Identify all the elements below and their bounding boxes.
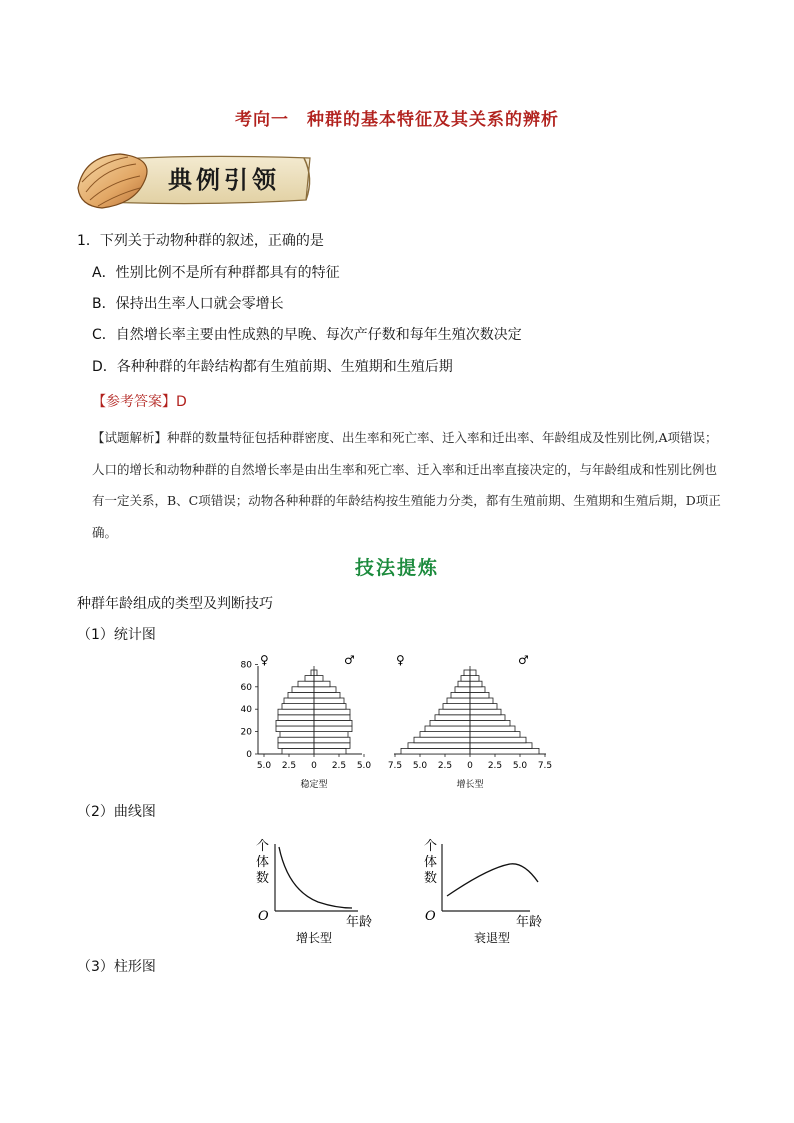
growing-female-bar <box>414 737 470 743</box>
growing-female-bar <box>458 681 470 687</box>
growing-x-tick-label: 5.0 <box>512 761 528 771</box>
banner-graphic <box>74 148 316 214</box>
growing-male-bar <box>470 737 526 743</box>
stable-male-bar <box>314 687 336 693</box>
growing-female-bar <box>420 732 470 738</box>
growing-x-tick-label: 0 <box>467 761 473 771</box>
growing-female-bar <box>461 676 470 682</box>
y-label-char-1: 个 <box>256 839 270 854</box>
left-caption: 增长型 <box>295 931 333 945</box>
question-stem: 1．下列关于动物种群的叙述，正确的是 <box>77 233 324 249</box>
subsection-bar-chart: （3）柱形图 <box>77 959 156 975</box>
stable-pyramid <box>241 653 372 790</box>
humped-curve <box>447 864 538 896</box>
option-d: D．各种种群的年龄结构都有生殖前期、生殖期和生殖后期 <box>92 359 453 375</box>
option-c: C．自然增长率主要由性成熟的早晚、每次产仔数和每年生殖次数决定 <box>92 327 522 343</box>
stable-male-bar <box>314 743 350 749</box>
growing-male-bar <box>470 720 510 726</box>
female-symbol: ♀ <box>260 653 269 667</box>
growing-female-bar <box>425 726 470 732</box>
stable-female-bar <box>288 692 314 698</box>
y-label-char-1b: 个 <box>424 839 438 854</box>
technique-heading: 技法提炼 <box>354 557 439 579</box>
y-label-char-3b: 数 <box>424 871 438 886</box>
female-symbol-2: ♀ <box>396 653 405 667</box>
male-symbol: ♂ <box>344 653 355 667</box>
growing-pyramid <box>388 653 552 790</box>
page-title: 考向一 种群的基本特征及其关系的辨析 <box>235 110 559 130</box>
stable-y-tick-label: 20 <box>240 727 252 738</box>
growing-x-tick-label: 5.0 <box>412 761 428 771</box>
growing-male-bar <box>470 748 539 754</box>
growing-female-bar <box>455 687 470 693</box>
stable-y-tick-label: 80 <box>240 660 252 671</box>
male-symbol-2: ♂ <box>518 653 529 667</box>
stable-female-bar <box>284 698 314 704</box>
stable-female-bar <box>282 748 314 754</box>
stable-male-bar <box>314 676 323 682</box>
stable-male-bar <box>314 704 346 710</box>
y-label-char-2: 体 <box>256 855 270 870</box>
answer-value: D <box>176 394 187 410</box>
banner-text: 典例引领 <box>168 165 280 194</box>
stable-female-bar <box>278 737 314 743</box>
stable-x-tick-label: 5.0 <box>356 761 372 771</box>
growing-x-tick-label: 2.5 <box>437 761 453 771</box>
growing-x-tick-label: 7.5 <box>537 761 553 771</box>
stable-y-tick-label: 60 <box>240 682 252 693</box>
option-a: A．性别比例不是所有种群都具有的特征 <box>92 265 340 281</box>
growing-female-bar <box>443 704 470 710</box>
growing-x-tick-label: 2.5 <box>487 761 503 771</box>
stable-male-bar <box>314 715 350 721</box>
stable-female-bar <box>278 743 314 749</box>
option-b: B．保持出生率人口就会零增长 <box>92 296 284 312</box>
curve-chart-growing <box>256 839 372 945</box>
stable-male-bar <box>314 732 348 738</box>
stable-female-bar <box>311 670 314 676</box>
growing-male-bar <box>470 743 532 749</box>
y-label-char-2b: 体 <box>424 855 438 870</box>
stable-female-bar <box>305 676 314 682</box>
age-pyramid-figure <box>228 650 568 795</box>
x-label: 年龄 <box>346 915 373 930</box>
stable-x-tick-label: 2.5 <box>281 761 297 771</box>
growing-female-bar <box>439 709 470 715</box>
origin-label-2: O <box>425 909 436 924</box>
stable-y-tick-label: 0 <box>246 750 252 760</box>
analysis-paragraph <box>92 422 722 548</box>
stable-male-bar <box>314 681 330 687</box>
growing-male-bar <box>470 681 482 687</box>
stable-x-tick-label: 2.5 <box>331 761 347 771</box>
stable-female-bar <box>280 732 314 738</box>
growing-female-bar <box>435 715 470 721</box>
growing-male-bar <box>470 676 479 682</box>
right-caption: 衰退型 <box>473 931 511 945</box>
technique-intro: 种群年龄组成的类型及判断技巧 <box>77 596 273 612</box>
growing-male-bar <box>470 726 515 732</box>
x-label-2: 年龄 <box>516 915 543 930</box>
growing-caption: 增长型 <box>456 780 484 790</box>
subsection-stat-chart: （1）统计图 <box>77 627 156 643</box>
growing-male-bar <box>470 732 520 738</box>
stable-male-bar <box>314 692 340 698</box>
stable-male-bar <box>314 726 352 732</box>
stable-female-bar <box>278 709 314 715</box>
growing-female-bar <box>464 670 470 676</box>
growing-male-bar <box>470 709 501 715</box>
growing-male-bar <box>470 670 476 676</box>
stable-male-bar <box>314 737 350 743</box>
growing-female-bar <box>401 748 470 754</box>
stable-female-bar <box>278 715 314 721</box>
stable-female-bar <box>292 687 314 693</box>
answer-line <box>92 391 187 411</box>
growing-female-bar <box>430 720 470 726</box>
growing-male-bar <box>470 715 505 721</box>
stable-female-bar <box>276 726 314 732</box>
stable-caption: 稳定型 <box>300 780 328 790</box>
stable-male-bar <box>314 698 344 704</box>
stable-female-bar <box>276 720 314 726</box>
subsection-curve-chart: （2）曲线图 <box>77 804 156 820</box>
stable-male-bar <box>314 720 352 726</box>
curve-chart-declining <box>424 839 542 945</box>
growing-male-bar <box>470 687 485 693</box>
growing-male-bar <box>470 704 497 710</box>
analysis-text: 种群的数量特征包括种群密度、出生率和死亡率、迁入率和迁出率、年龄组成及性别比例,A项错误；人口的增长和动物种群的自然增长率是由出生率和死亡率、迁入率和迁出率直接决定的，与年龄组成和性别比例也有一定关系，B、C项错误；动物各种种群的年龄结构按生殖能力分类，都有生殖前期、生殖期和生殖后期，D项正确。 <box>92 430 721 540</box>
stable-x-tick-label: 0 <box>311 761 317 771</box>
stable-female-bar <box>282 704 314 710</box>
growing-male-bar <box>470 698 493 704</box>
stable-y-tick-label: 40 <box>240 705 252 716</box>
growing-x-tick-label: 7.5 <box>387 761 403 771</box>
y-label-char-3: 数 <box>256 871 270 886</box>
decreasing-curve <box>279 847 352 908</box>
stable-male-bar <box>314 670 317 676</box>
growing-female-bar <box>451 692 470 698</box>
growing-male-bar <box>470 692 489 698</box>
origin-label: O <box>258 909 269 924</box>
age-curve-figure <box>248 838 558 950</box>
section-banner <box>74 148 316 218</box>
stable-male-bar <box>314 709 350 715</box>
analysis-label: 【试题解析】 <box>92 430 168 445</box>
stable-male-bar <box>314 748 346 754</box>
growing-female-bar <box>408 743 470 749</box>
stable-x-tick-label: 5.0 <box>256 761 272 771</box>
growing-female-bar <box>447 698 470 704</box>
answer-label: 【参考答案】 <box>92 394 176 410</box>
stable-female-bar <box>298 681 314 687</box>
